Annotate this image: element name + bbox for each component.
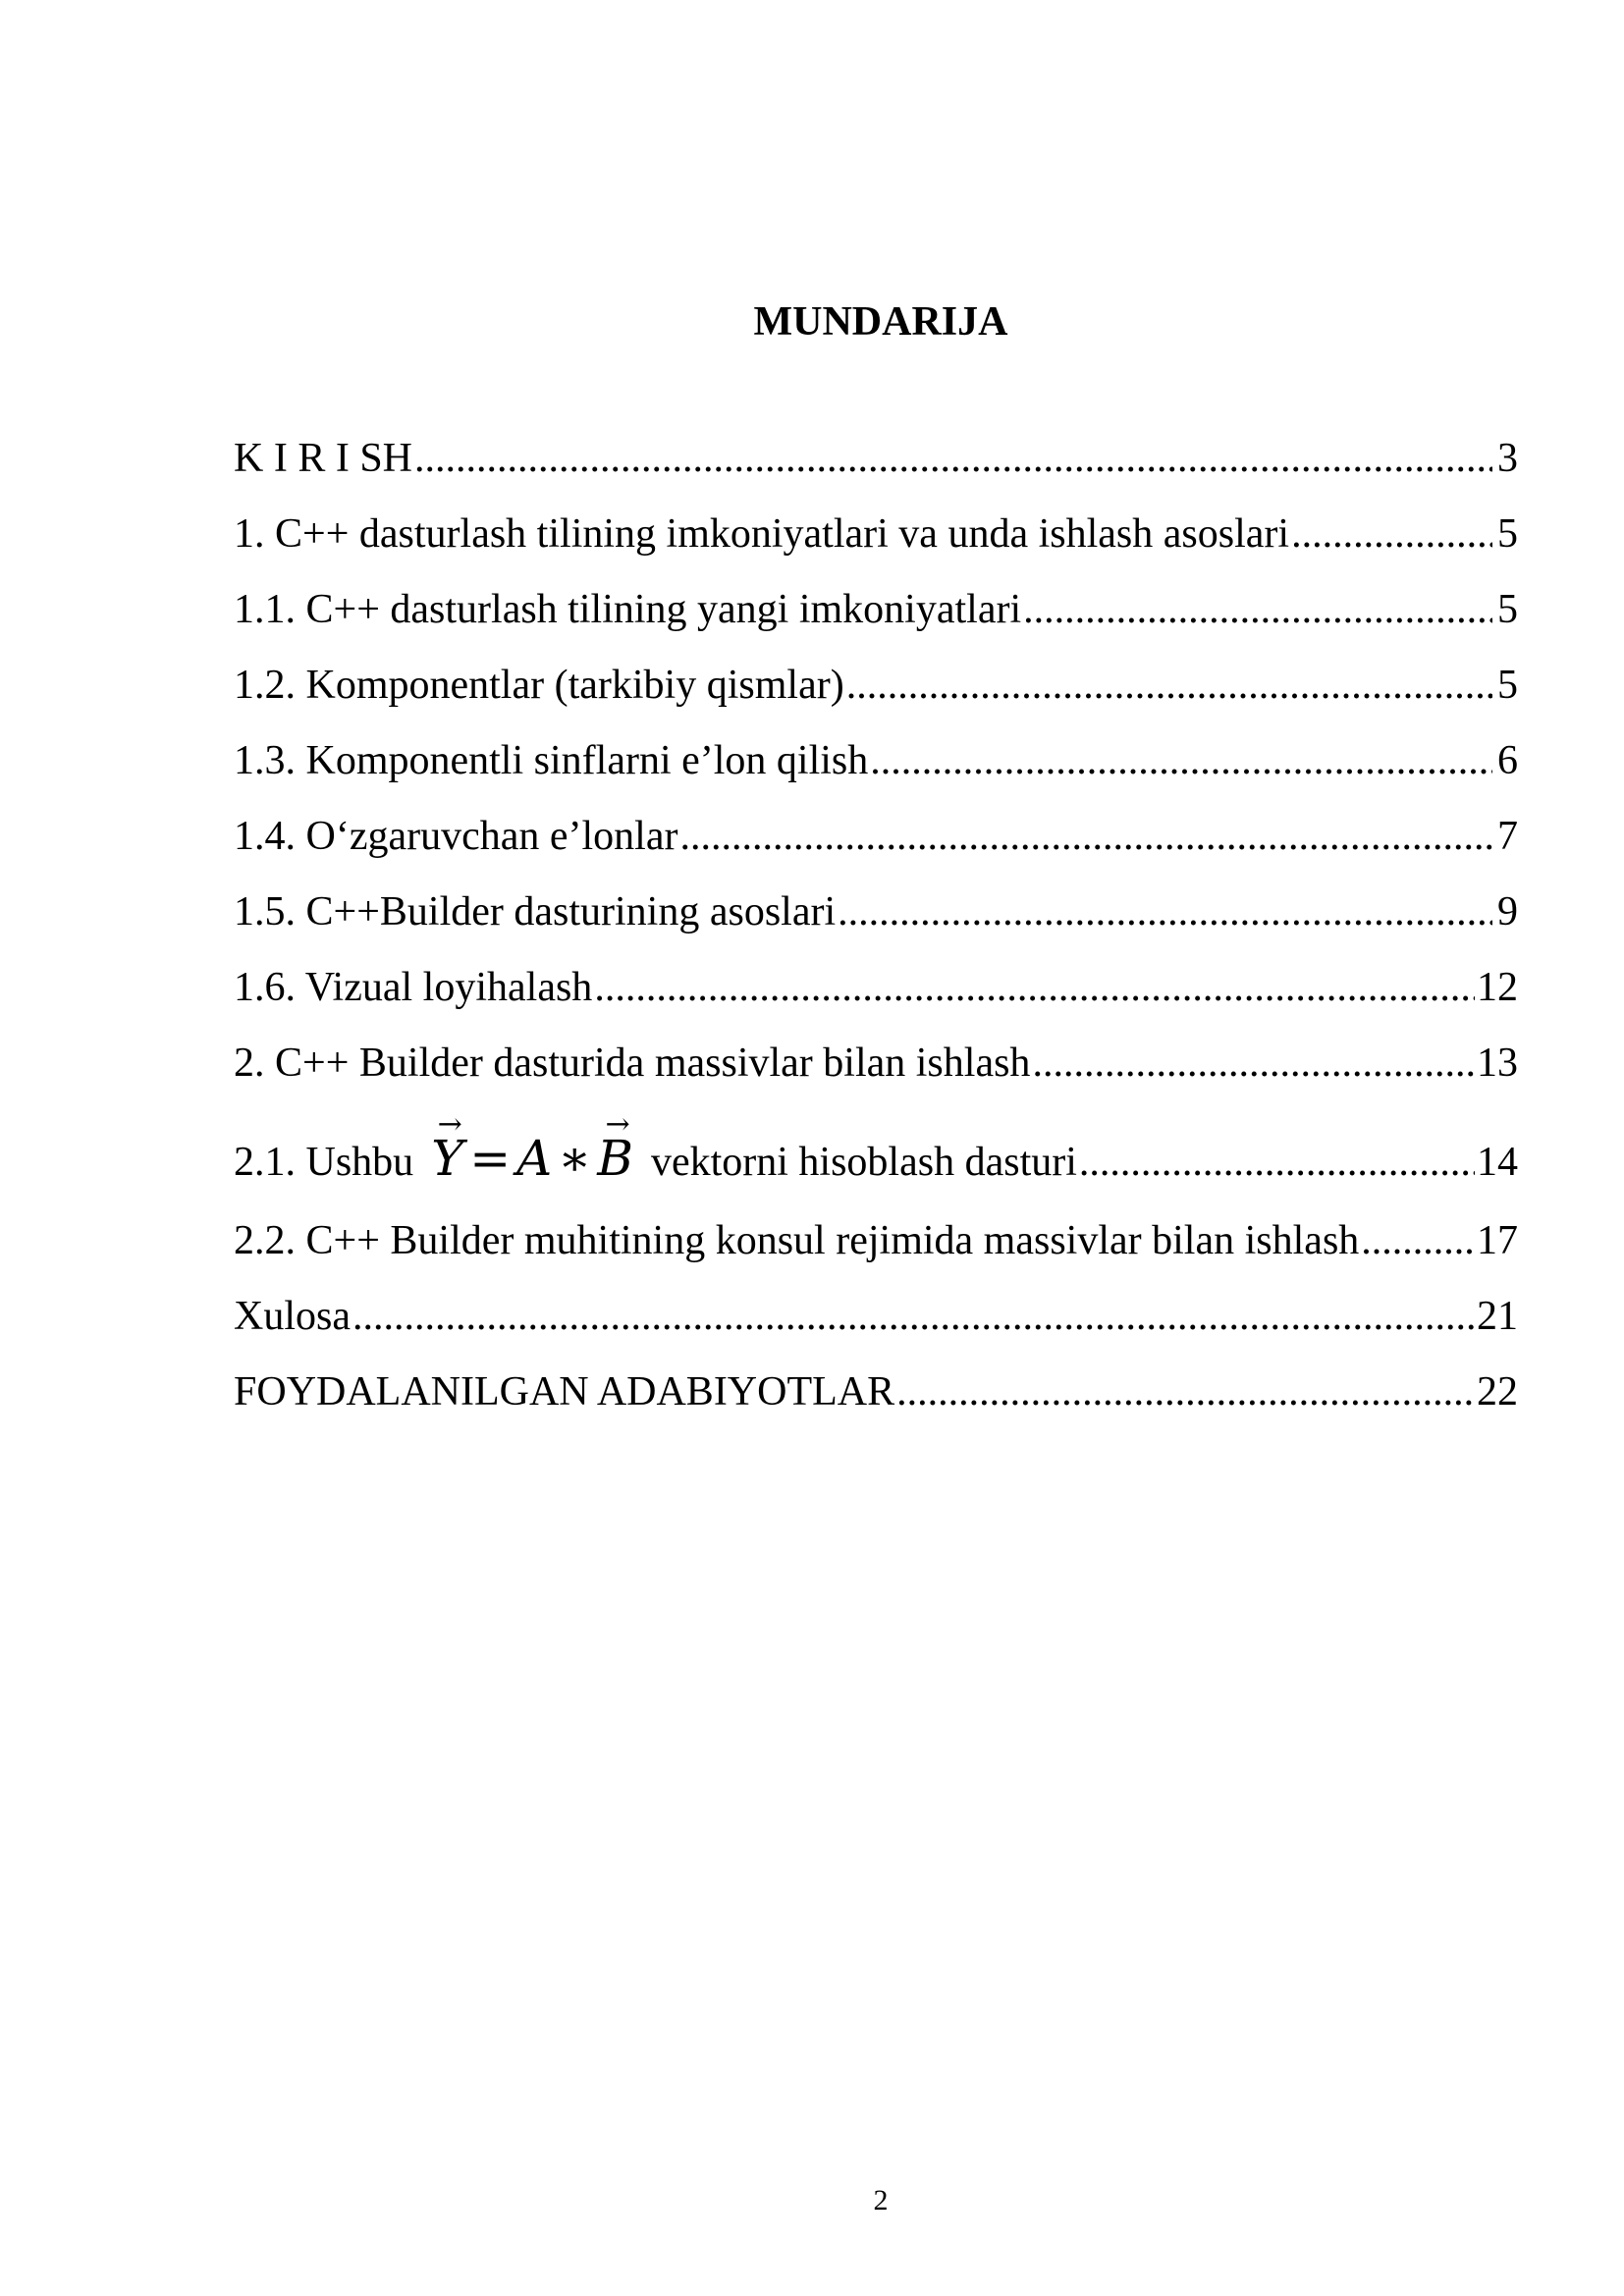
dot-leader (1032, 1032, 1475, 1095)
toc-entry-section-1[interactable] (234, 503, 1518, 578)
toc-entry-label-before: 2.1. Ushbu (234, 1140, 414, 1185)
dot-leader (896, 1361, 1475, 1423)
toc-entry-section-2[interactable] (234, 1032, 1518, 1107)
dot-leader (352, 1285, 1475, 1348)
dot-leader (1079, 1115, 1475, 1209)
toc-entry-label: Xulosa (234, 1294, 351, 1339)
toc-entry-label: 2. C++ Builder dasturida massivlar bilan ishlash (234, 1041, 1031, 1086)
toc-entry-label: 1.6. Vizual loyihalash (234, 965, 593, 1010)
toc-entry-section-1-3[interactable] (234, 729, 1518, 805)
toc-entry-section-1-5[interactable] (234, 881, 1518, 956)
toc-entry-label-after: vektorni hisoblash dasturi (650, 1140, 1077, 1185)
toc-entry-page: 22 (1477, 1369, 1518, 1415)
vector-formula (431, 1111, 633, 1205)
dot-leader (846, 654, 1492, 717)
matrix-a: A (516, 1130, 553, 1187)
toc-entry-label: 1.2. Komponentlar (tarkibiy qismlar) (234, 663, 844, 708)
toc-entry-page: 5 (1497, 587, 1518, 632)
toc-entry-label: 1.4. O‘zgaruvchan e’lonlar (234, 814, 678, 859)
vector-y: Y → (431, 1111, 463, 1205)
toc-entry-section-1-6[interactable] (234, 956, 1518, 1032)
formula-multiply: ∗ (558, 1130, 592, 1187)
dot-leader (594, 956, 1475, 1019)
toc-entry-page: 6 (1497, 738, 1518, 783)
toc-entry-label: 2.2. C++ Builder muhitining konsul rejimida massivlar bilan ishlash (234, 1218, 1360, 1263)
toc-entry-section-1-2[interactable] (234, 654, 1518, 729)
toc-entry-page: 9 (1497, 889, 1518, 934)
page-number: 2 (873, 2184, 889, 2216)
toc-entry-page: 17 (1477, 1218, 1518, 1263)
dot-leader (1023, 578, 1492, 641)
toc-entry-page: 13 (1477, 1041, 1518, 1086)
toc-entry-page: 12 (1477, 965, 1518, 1010)
toc-entry-page: 7 (1497, 814, 1518, 859)
toc-entry-page: 5 (1497, 663, 1518, 708)
toc-entry-section-2-2[interactable] (234, 1209, 1518, 1285)
toc-entry-label (234, 1111, 1077, 1209)
toc-entry-xulosa[interactable] (234, 1285, 1518, 1361)
toc-entry-page: 3 (1497, 436, 1518, 481)
toc-entry-references[interactable] (234, 1361, 1518, 1436)
dot-leader (414, 427, 1492, 490)
vector-b: B → (597, 1111, 633, 1205)
toc-entry-section-2-1[interactable] (234, 1111, 1518, 1209)
page-title: MUNDARIJA (753, 299, 1008, 345)
dot-leader (1291, 503, 1492, 565)
toc-entry-label: FOYDALANILGAN ADABIYOTLAR (234, 1369, 895, 1415)
toc-entry-section-1-4[interactable] (234, 805, 1518, 881)
toc-entry-label: K I R I SH (234, 436, 413, 481)
toc-entry-label: 1.1. C++ dasturlash tilining yangi imkoniyatlari (234, 587, 1022, 632)
toc-entry-label: 1. C++ dasturlash tilining imkoniyatlari va unda ishlash asoslari (234, 511, 1290, 557)
dot-leader (870, 729, 1492, 792)
dot-leader (679, 805, 1492, 868)
formula-equals: = (469, 1130, 512, 1187)
toc-entry-page: 14 (1477, 1140, 1518, 1185)
toc-entry-page: 21 (1477, 1294, 1518, 1339)
toc-entry-label: 1.5. C++Builder dasturining asoslari (234, 889, 837, 934)
table-of-contents (234, 427, 1518, 1436)
toc-entry-kirish[interactable] (234, 427, 1518, 503)
dot-leader (1361, 1209, 1475, 1272)
toc-entry-page: 5 (1497, 511, 1518, 557)
dot-leader (838, 881, 1492, 943)
toc-entry-section-1-1[interactable] (234, 578, 1518, 654)
toc-entry-label: 1.3. Komponentli sinflarni e’lon qilish (234, 738, 869, 783)
